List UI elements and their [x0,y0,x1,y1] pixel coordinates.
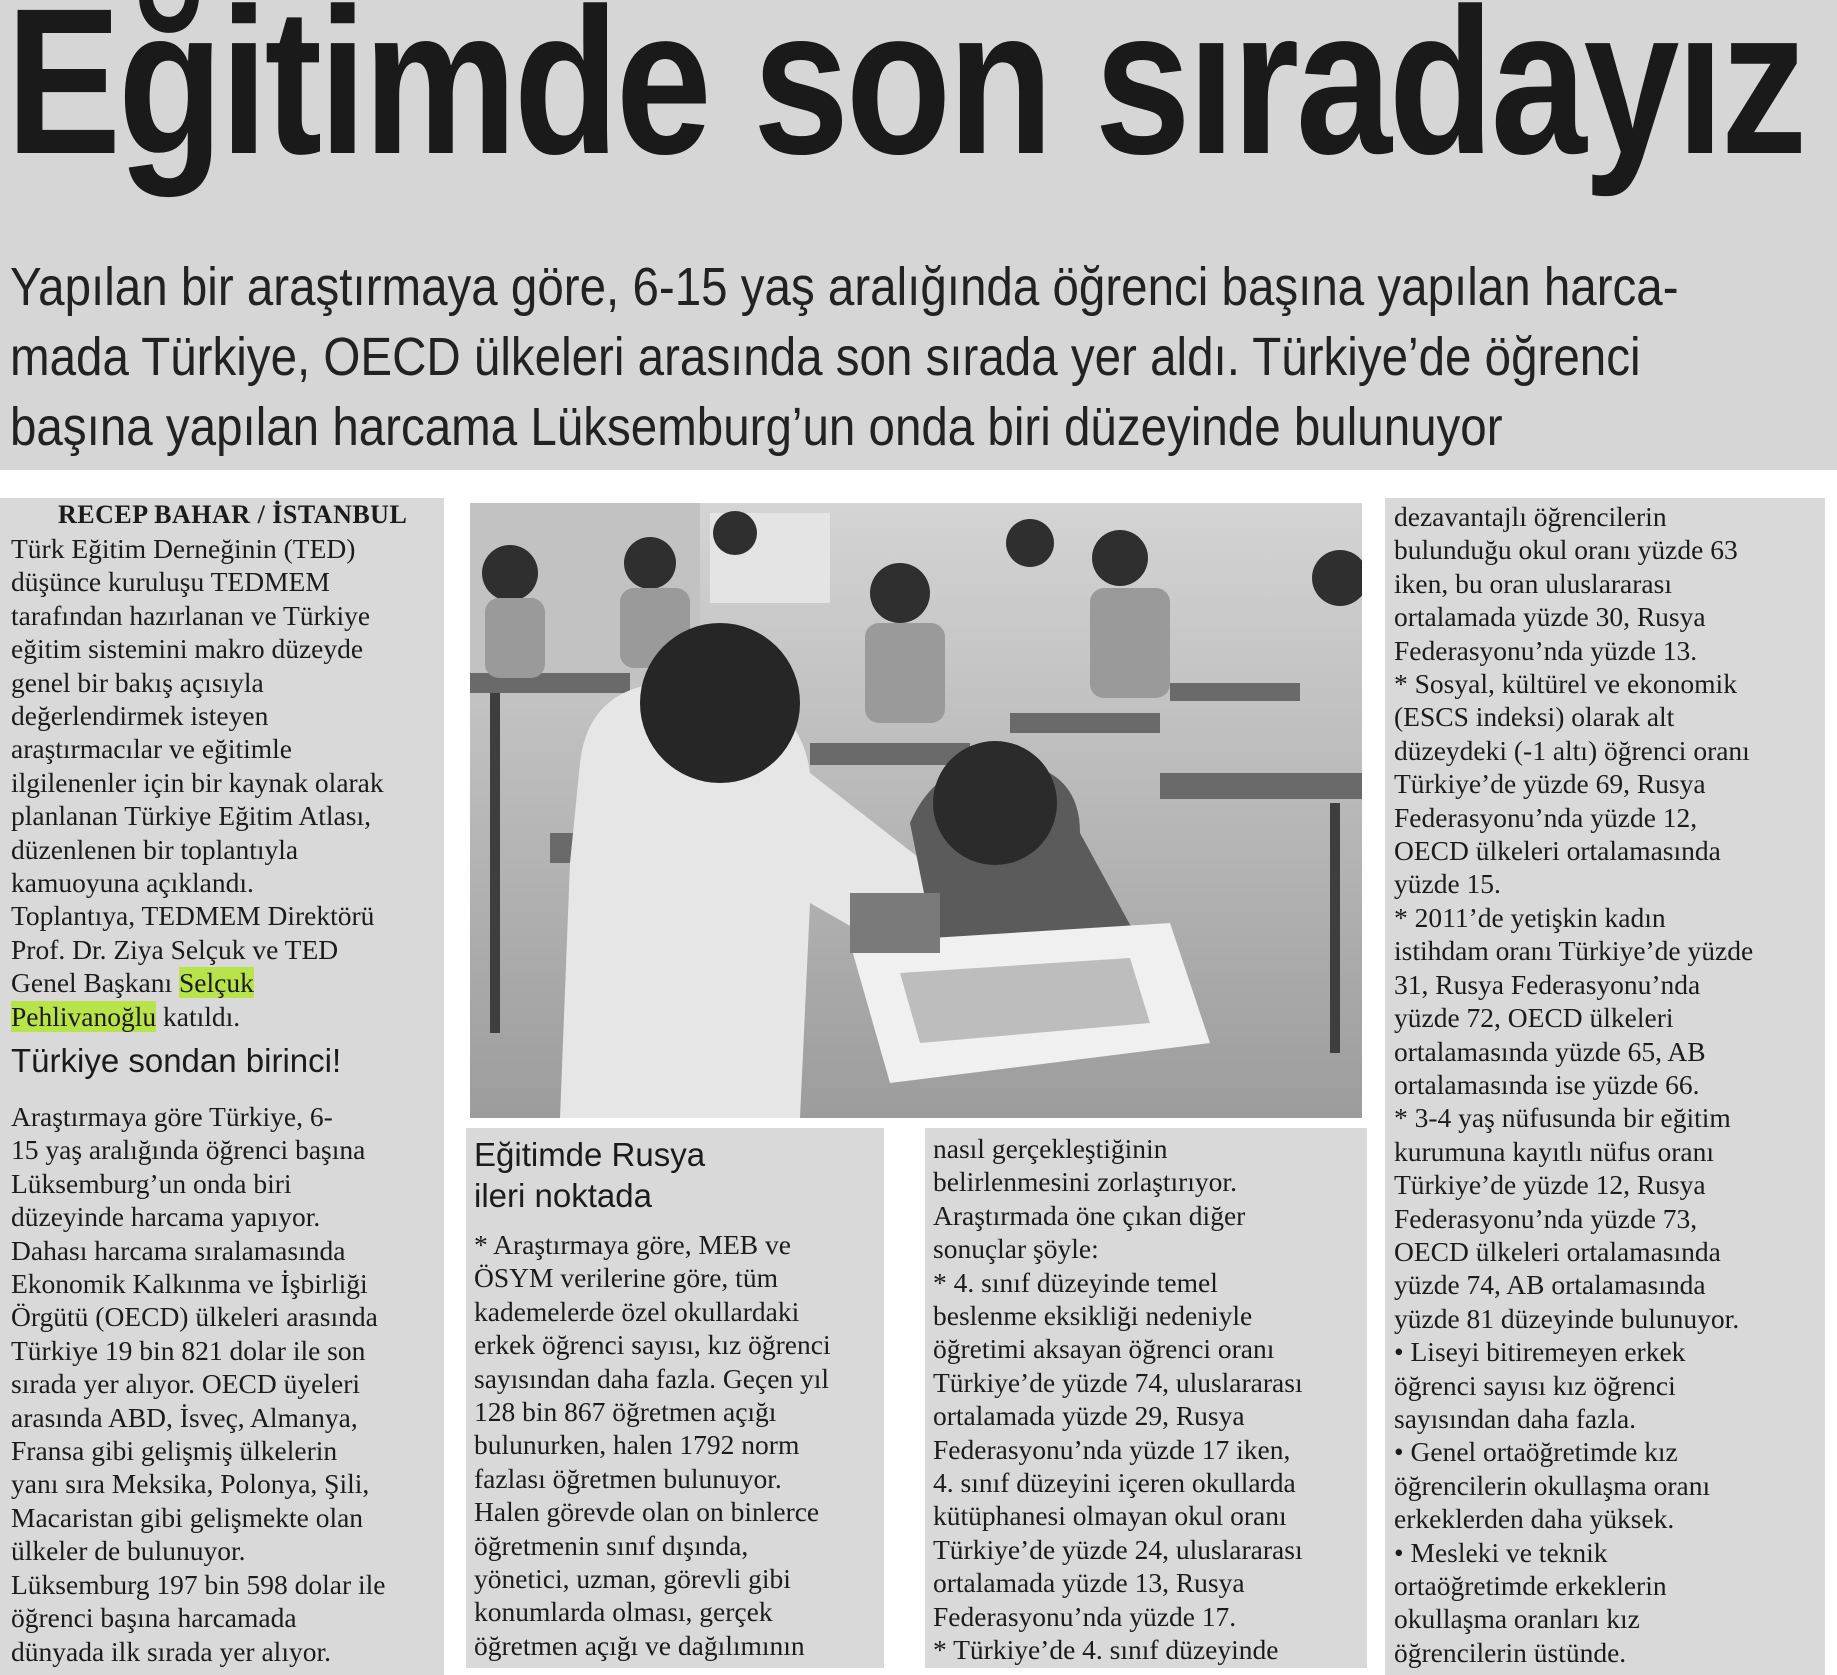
section-body: Araştırmaya göre Türkiye, 6- 15 yaş aralığında öğrenci başına Lüksemburg’un onda biri düzeyinde harcama yapıyor. Dahası harcama sıralamasında Ekonomik Kalkınma ve İşbirliği Örgütü (OECD) ülkeleri arasında Türkiye 19 bin 821 dolar ile son sırada yer alıyor. OECD üyeleri arasında ABD, İsveç, Almanya, Fransa gibi gelişmiş ülkelerin yanı sıra Meksika, Polonya, Şili, Macaristan gibi gelişmekte olan ülkeler de bulunuyor. Lüksemburg 197 bin 598 dolar ile öğrenci başına harcamada dünyada ilk sırada yer alıyor. [11,1101,386,1667]
article-column-3 [925,1128,1367,1668]
article-column-1 [0,498,444,1675]
highlighted-name: Selçuk [179,967,254,999]
byline: RECEP BAHAR / İSTANBUL [58,500,408,529]
article-column-2 [466,1128,884,1668]
intro-paragraph [11,532,441,1033]
section-body: nasıl gerçekleştiğinin belirlenmesini zorlaştırıyor. Araştırmada öne çıkan diğer sonuçlar şöyle: * 4. sınıf düzeyinde temel beslenme eksikliği nedeniyle öğretimi aksayan öğrenci oranı Türkiye’de yüzde 74, uluslararası ortalamada yüzde 29, Rusya Federasyonu’nda yüzde 17 iken, 4. sınıf düzeyini içeren okullarda kütüphanesi olmayan okul oranı Türkiye’de yüzde 24, uluslararası ortalamada yüzde 13, Rusya Federasyonu’nda yüzde 17. * Türkiye’de 4. sınıf düzeyinde [933,1133,1303,1666]
section-subhead: Türkiye sondan birinci! [11,1042,342,1079]
section-subhead: Eğitimde Rusya ileri noktada [474,1136,706,1214]
article-column-4 [1385,498,1825,1675]
highlighted-surname: Pehlivanoğlu [11,1000,157,1032]
subheadline: Yapılan bir araştırmaya göre, 6-15 yaş aralığında öğrenci başına yapılan harca- mada Türkiye, OECD ülkeleri arasında son sırada yer aldı. Türkiye’de öğrenci başına yapılan harcama Lüksemburg’un onda biri düzeyinde bulunuyor [10,257,1679,457]
classroom-photo-illustration [470,503,1362,1118]
section-body: * Araştırmaya göre, MEB ve ÖSYM verilerine göre, tüm kademelerde özel okullardaki erkek öğrenci sayısı, kız öğrenci sayısından daha fazla. Geçen yıl 128 bin 867 öğretmen açığı bulunurken, halen 1792 norm fazlası öğretmen bulunuyor. Halen görevde olan on binlerce öğretmenin sınıf dışında, yönetici, uzman, görevli gibi konumlarda olması, gerçek öğretmen açığı ve dağılımının [474,1229,831,1661]
section-body: dezavantajlı öğrencilerin bulunduğu okul oranı yüzde 63 iken, bu oran uluslararası ortalamada yüzde 30, Rusya Federasyonu’nda yüzde 13. * Sosyal, kültürel ve ekonomik (ESCS indeksi) olarak alt düzeydeki (-1 altı) öğrenci oranı Türkiye’de yüzde 69, Rusya Federasyonu’nda yüzde 12, OECD ülkeleri ortalamasında yüzde 15. * 2011’de yetişkin kadın istihdam oranı Türkiye’de yüzde 31, Rusya Federasyonu’nda yüzde 72, OECD ülkeleri ortalamasında yüzde 65, AB ortalamasında ise yüzde 66. * 3-4 yaş nüfusunda bir eğitim kurumuna kayıtlı nüfus oranı Türkiye’de yüzde 12, Rusya Federasyonu’nda yüzde 73, OECD ülkeleri ortalamasında yüzde 74, AB ortalamasında yüzde 81 düzeyinde bulunuyor. • Liseyi bitiremeyen erkek öğrenci sayısı kız öğrenci sayısından daha fazla. • Genel ortaöğretimde kız öğrencilerin okullaşma oranı erkeklerden daha yüksek. • Mesleki ve teknik ortaöğretimde erkeklerin okullaşma oranları kız öğrencilerin üstünde. [1394,501,1754,1668]
classroom-photo [470,503,1362,1118]
intro-text-end: katıldı. [156,1000,241,1032]
headline-panel [0,0,1837,470]
headline: Eğitimde son sıradayız [6,0,1804,198]
intro-text: Türk Eğitim Derneğinin (TED) düşünce kuruluşu TEDMEM tarafından hazırlanan ve Türkiye eğitim sistemini makro düzeyde genel bir bakış açısıyla değerlendirmek isteyen araştırmacılar ve eğitimle ilgilenenler için bir kaynak olarak planlanan Türkiye Eğitim Atlası, düzenlenen bir toplantıyla kamuoyuna açıklandı. Toplantıya, TEDMEM Direktörü Prof. Dr. Ziya Selçuk ve TED Genel Başkanı [11,533,384,999]
